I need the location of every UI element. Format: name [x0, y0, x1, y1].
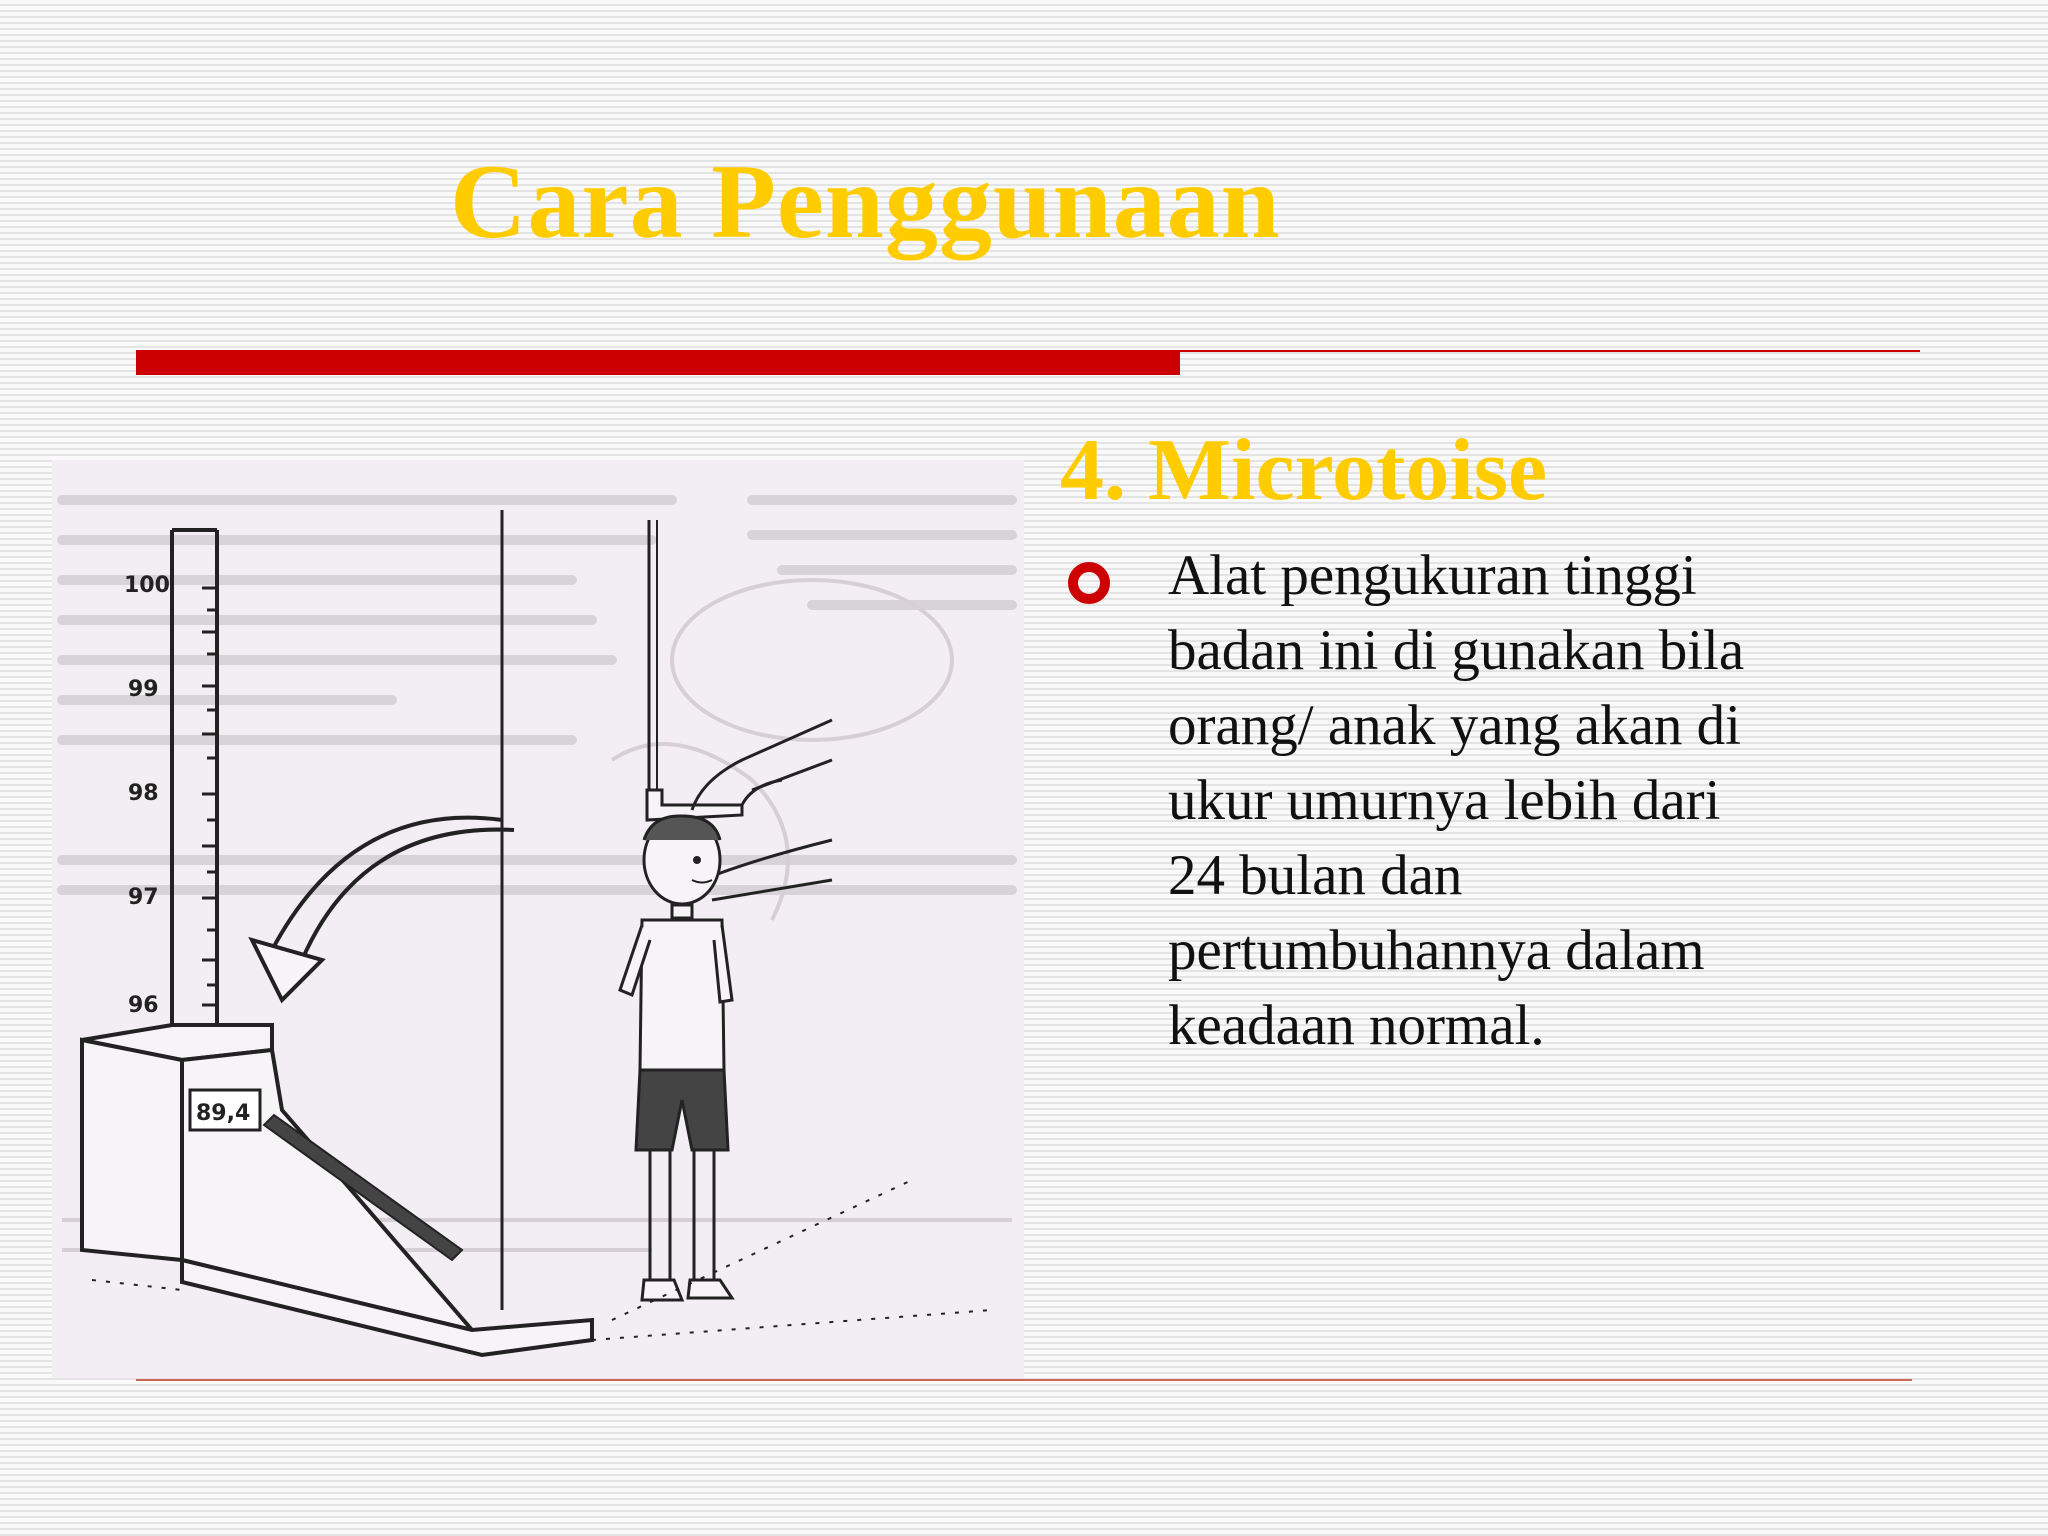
digital-display: [190, 1090, 260, 1130]
microtoise-illustration: [52, 460, 1024, 1378]
arrow-head: [252, 940, 322, 1000]
scale-mark-99: 99: [128, 677, 159, 702]
title-underline-thin: [1180, 350, 1920, 352]
scale-mark-97: 97: [128, 885, 159, 910]
scale-mark-96: 96: [128, 993, 159, 1018]
circle-outline-icon: [1068, 562, 1110, 604]
bullet-text: Alat pengukuran tinggi badan ini di gunakan bila orang/ anak yang akan di ukur umurnya lebih dari 24 bulan dan pertumbuhannya dalam keadaan normal.: [1168, 544, 1745, 1057]
display-reading: 89,4: [196, 1101, 251, 1126]
footer-rule: [136, 1379, 1912, 1381]
microtoise-drawing: [52, 460, 1024, 1378]
title-underline-thick: [136, 350, 1180, 375]
section-heading: 4. Microtoise: [1060, 422, 1548, 519]
faded-background-text: [62, 500, 1012, 890]
slide-title: Cara Penggunaan: [450, 143, 1281, 260]
curved-arrow: [272, 818, 502, 950]
measuring-base: [82, 1025, 592, 1355]
scale-mark-98: 98: [128, 781, 159, 806]
scale-mark-100: 100: [124, 573, 170, 598]
scale-ticks: [202, 588, 217, 1005]
